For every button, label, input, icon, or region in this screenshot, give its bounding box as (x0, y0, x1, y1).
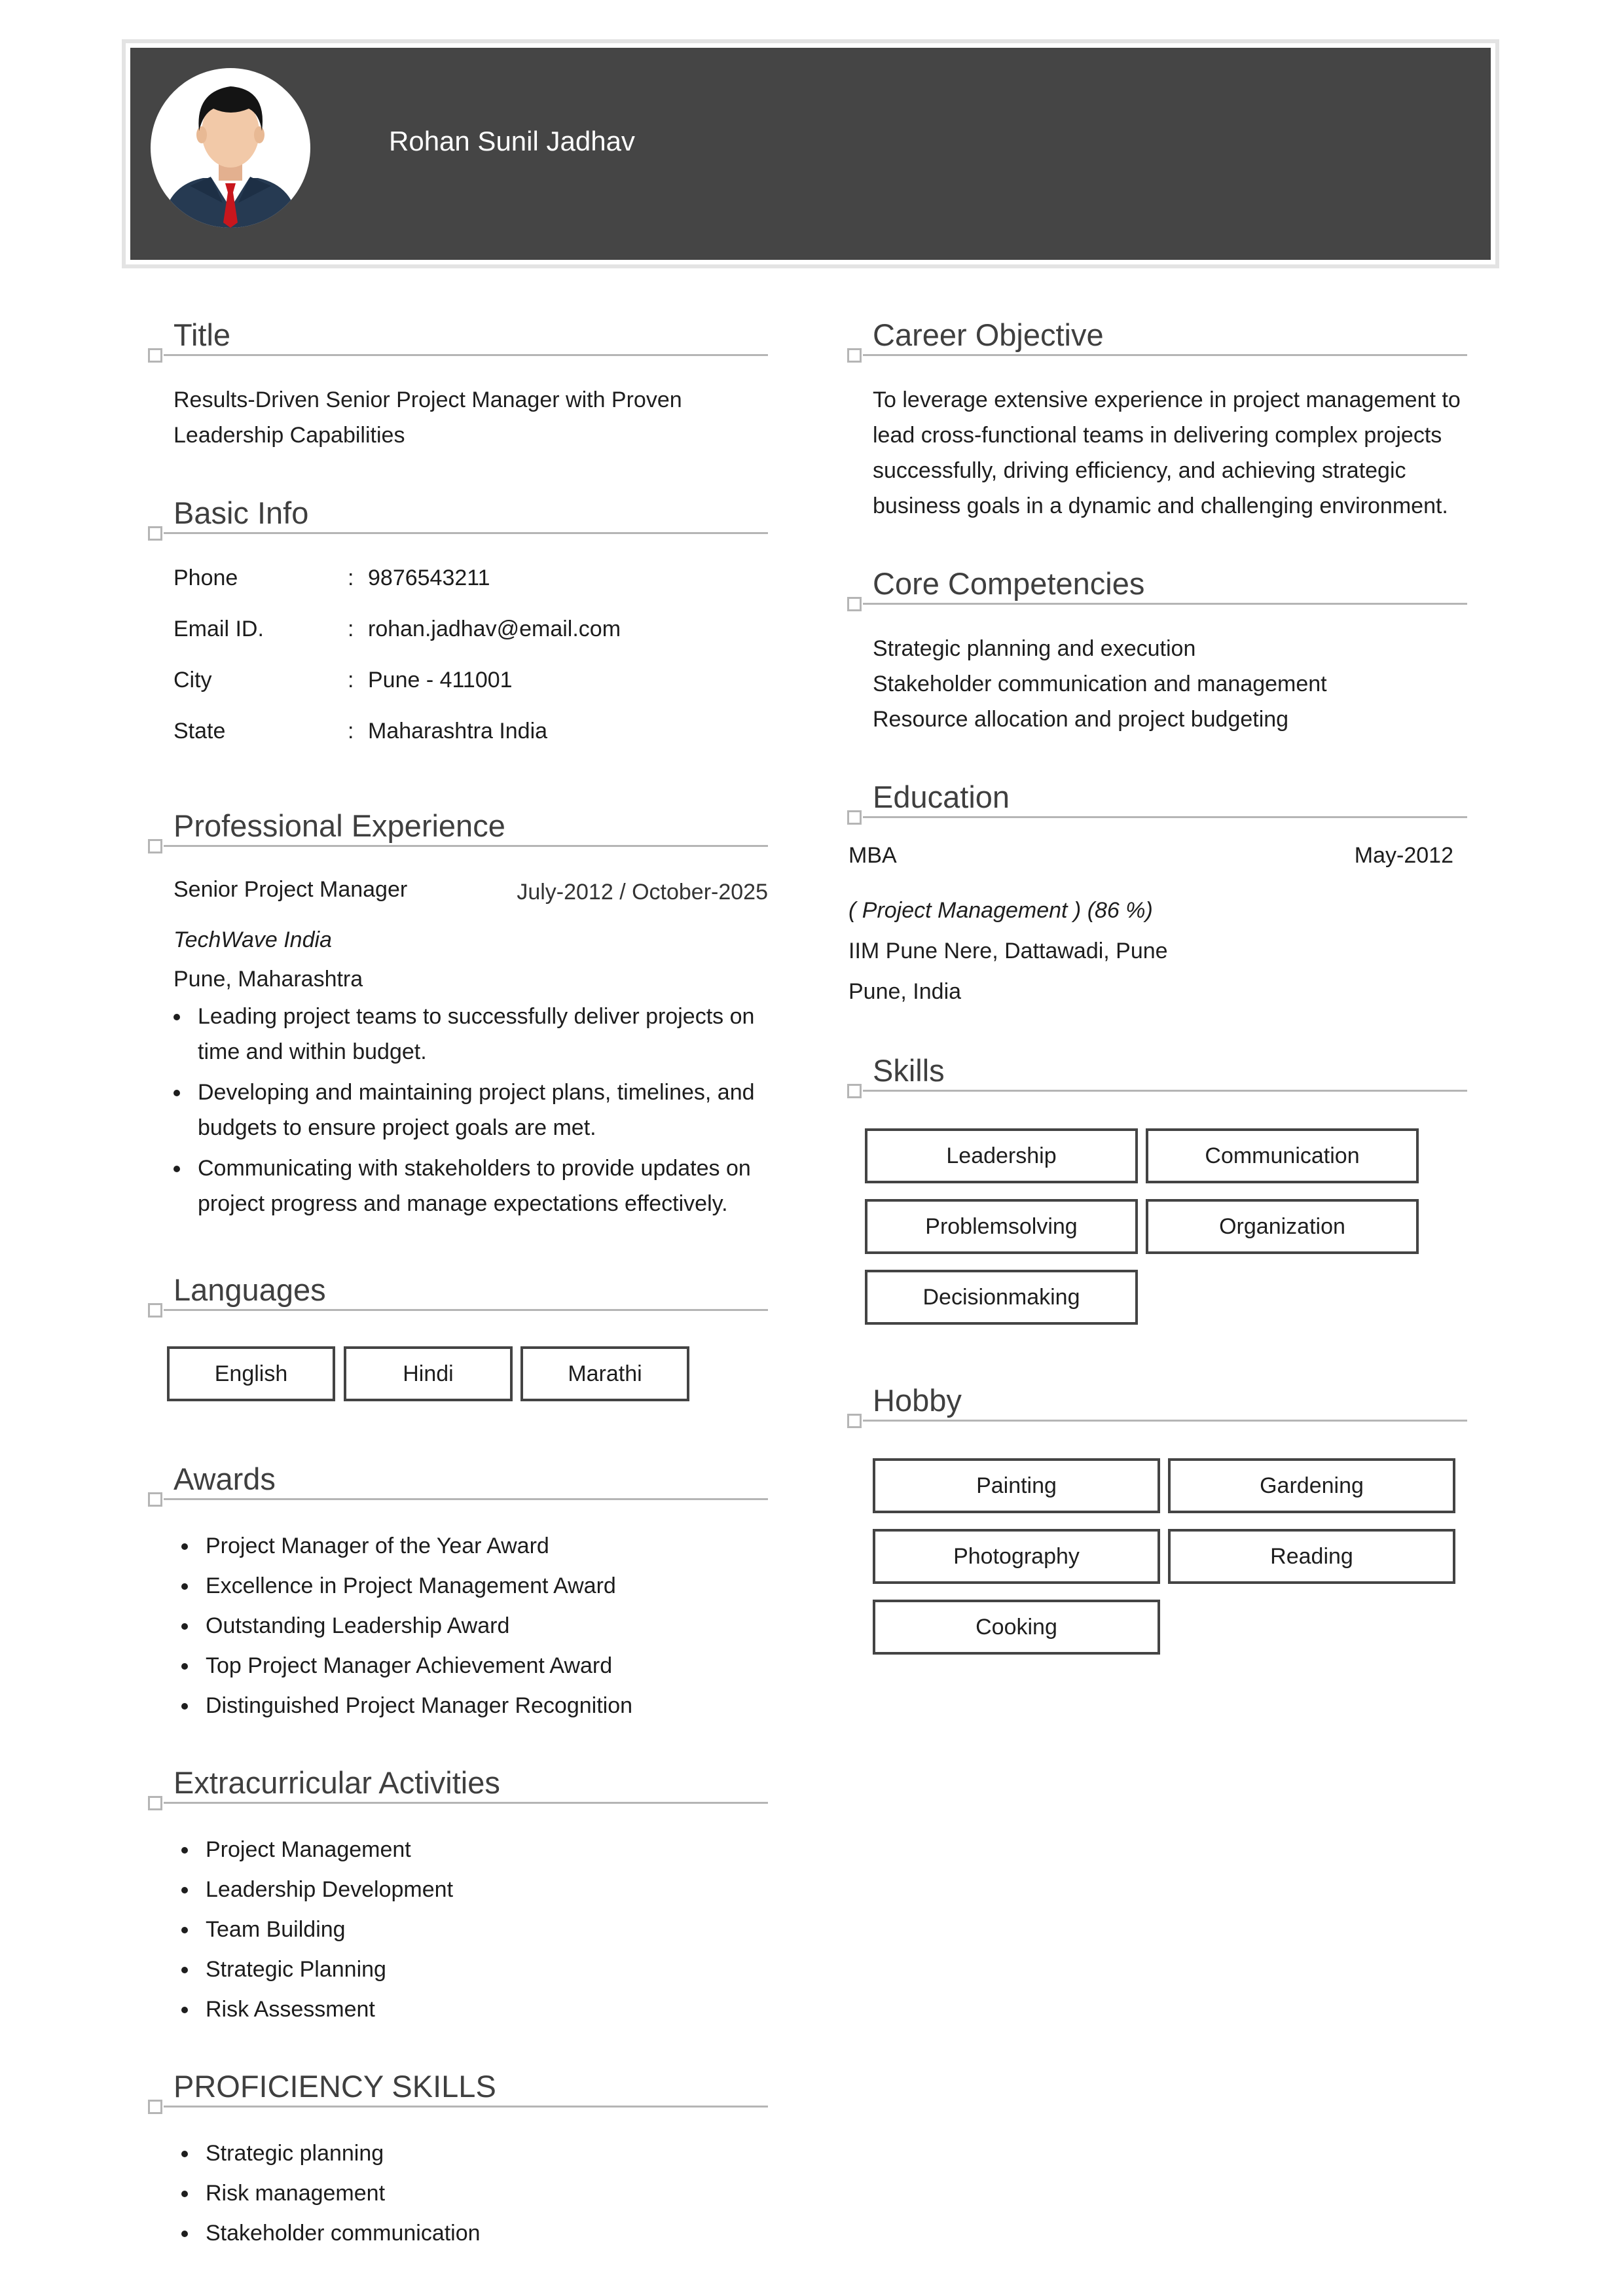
section-marker-icon (148, 839, 162, 853)
core-competencies-section (847, 565, 1467, 737)
section-title: Basic Info (173, 495, 309, 530)
title-line: Results-Driven Senior Project Manager with Proven (173, 387, 682, 412)
header-banner (130, 48, 1491, 260)
objective-line: successfully, driving efficiency, and achieving strategic (873, 458, 1406, 483)
section-header (148, 1461, 768, 1507)
info-value: Pune - 411001 (368, 668, 513, 692)
job-role: Senior Project Manager (173, 877, 408, 902)
experience-bullets (173, 999, 763, 1221)
proficiency-list (173, 2134, 768, 2253)
section-marker-icon (148, 526, 162, 541)
section-rule (164, 354, 768, 356)
info-label: State (173, 719, 226, 744)
section-header (148, 317, 768, 363)
extracurricular-list (173, 1830, 768, 2030)
hobby-tag: Cooking (873, 1600, 1160, 1655)
section-rule (164, 1498, 768, 1500)
section-title: Extracurricular Activities (173, 1765, 500, 1800)
skill-tag: Leadership (865, 1128, 1138, 1183)
list-item: Strategic Planning (173, 1950, 768, 1990)
info-row-phone (148, 560, 768, 611)
section-rule (164, 1309, 768, 1311)
info-separator: : (348, 617, 354, 641)
languages-section (148, 1272, 768, 1386)
list-item: Outstanding Leadership Award (173, 1606, 768, 1646)
degree-specialization: ( Project Management ) (86 %) (848, 898, 1153, 923)
section-title: Languages (173, 1272, 326, 1307)
section-header (847, 1052, 1467, 1098)
list-item: Excellence in Project Management Award (173, 1566, 768, 1606)
section-rule (164, 532, 768, 534)
section-rule (863, 1090, 1467, 1092)
awards-section (148, 1461, 768, 1726)
proficiency-section (148, 2068, 768, 2253)
experience-role-row (148, 872, 768, 912)
section-title: Hobby (873, 1383, 962, 1418)
education-degree-row (847, 838, 1467, 890)
info-value: rohan.jadhav@email.com (368, 617, 621, 641)
section-marker-icon (148, 348, 162, 363)
list-item: Risk management (173, 2174, 768, 2214)
title-text (173, 382, 768, 453)
candidate-name: Rohan Sunil Jadhav (389, 126, 635, 156)
language-tag: Hindi (344, 1346, 513, 1401)
list-item: Leading project teams to successfully deliver projects on time and within budget. (173, 999, 763, 1069)
list-item: Strategic planning (173, 2134, 768, 2174)
extracurricular-section (148, 1765, 768, 2030)
list-item: Team Building (173, 1910, 768, 1950)
list-item: Developing and maintaining project plans, timelines, and budgets to ensure project goals are met. (173, 1075, 763, 1145)
title-line: Leadership Capabilities (173, 423, 405, 448)
list-item: Project Management (173, 1830, 768, 1870)
skills-section (847, 1052, 1467, 1310)
avatar-illustration (151, 68, 310, 228)
section-header (148, 1765, 768, 1810)
section-title: PROFICIENCY SKILLS (173, 2069, 496, 2104)
list-item: Strategic planning and execution (873, 636, 1196, 661)
section-marker-icon (847, 348, 862, 363)
language-tag: Marathi (520, 1346, 689, 1401)
list-item: Communicating with stakeholders to provide updates on project progress and manage expectations effectively. (173, 1151, 763, 1221)
objective-line: business goals in a dynamic and challenging environment. (873, 493, 1448, 518)
section-marker-icon (847, 810, 862, 825)
skill-tag: Decisionmaking (865, 1270, 1138, 1325)
section-rule (863, 603, 1467, 605)
experience-section (148, 808, 768, 1227)
info-separator: : (348, 565, 354, 590)
section-header (847, 565, 1467, 611)
info-label: Email ID. (173, 617, 264, 641)
section-header (847, 317, 1467, 363)
hobby-tag: Photography (873, 1529, 1160, 1584)
section-rule (164, 2106, 768, 2108)
info-row-city (148, 662, 768, 713)
section-title: Professional Experience (173, 808, 505, 843)
section-marker-icon (847, 1414, 862, 1428)
career-objective-text (873, 382, 1467, 524)
list-item: Project Manager of the Year Award (173, 1526, 768, 1566)
section-header (847, 1382, 1467, 1428)
hobby-tag: Painting (873, 1458, 1160, 1513)
degree-date: May-2012 (1354, 843, 1453, 868)
title-section (148, 317, 768, 453)
info-label: City (173, 668, 212, 692)
info-value: Maharashtra India (368, 719, 548, 744)
list-item: Distinguished Project Manager Recognition (173, 1686, 768, 1726)
section-rule (164, 845, 768, 847)
skill-tag: Problemsolving (865, 1199, 1138, 1254)
job-dates: July-2012 / October-2025 (517, 880, 768, 905)
objective-line: To leverage extensive experience in project management to (873, 387, 1461, 412)
skill-tag: Organization (1146, 1199, 1419, 1254)
list-item: Stakeholder communication and management (873, 672, 1327, 696)
education-section (847, 779, 1467, 1012)
section-header (148, 495, 768, 541)
section-marker-icon (148, 1303, 162, 1318)
section-rule (863, 1420, 1467, 1422)
section-header (847, 779, 1467, 825)
section-title: Title (173, 317, 231, 352)
institute-name: IIM Pune Nere, Dattawadi, Pune (848, 939, 1168, 963)
section-rule (164, 1802, 768, 1804)
institute-location: Pune, India (848, 979, 962, 1004)
company-name: TechWave India (173, 927, 332, 952)
core-competencies-list (873, 631, 1467, 737)
info-row-state (148, 713, 768, 764)
career-objective-section (847, 317, 1467, 524)
section-title: Career Objective (873, 317, 1104, 352)
job-location: Pune, Maharashtra (173, 967, 363, 992)
section-title: Education (873, 780, 1010, 814)
language-tag: English (167, 1346, 335, 1401)
person-avatar-icon (151, 68, 310, 228)
awards-list (173, 1526, 768, 1726)
section-title: Core Competencies (873, 566, 1145, 601)
list-item: Stakeholder communication (173, 2214, 768, 2253)
section-header (148, 2068, 768, 2114)
resume-header (122, 39, 1499, 268)
info-separator: : (348, 719, 354, 744)
section-rule (863, 354, 1467, 356)
list-item: Resource allocation and project budgeting (873, 707, 1289, 732)
section-rule (863, 816, 1467, 818)
section-marker-icon (847, 1084, 862, 1098)
objective-line: lead cross-functional teams in delivering complex projects (873, 423, 1442, 448)
basic-info-table (148, 560, 768, 764)
section-marker-icon (847, 597, 862, 611)
hobby-tag: Reading (1168, 1529, 1455, 1584)
section-marker-icon (148, 1796, 162, 1810)
list-item: Leadership Development (173, 1870, 768, 1910)
list-item: Risk Assessment (173, 1990, 768, 2030)
info-row-email (148, 611, 768, 662)
info-value: 9876543211 (368, 565, 490, 590)
hobby-tag: Gardening (1168, 1458, 1455, 1513)
section-marker-icon (148, 2100, 162, 2114)
info-separator: : (348, 668, 354, 692)
section-title: Awards (173, 1462, 276, 1496)
basic-info-section (148, 495, 768, 764)
section-header (148, 1272, 768, 1318)
degree-name: MBA (848, 843, 897, 868)
section-title: Skills (873, 1053, 945, 1088)
info-label: Phone (173, 565, 238, 590)
section-marker-icon (148, 1492, 162, 1507)
list-item: Top Project Manager Achievement Award (173, 1646, 768, 1686)
section-header (148, 808, 768, 853)
skill-tag: Communication (1146, 1128, 1419, 1183)
hobby-section (847, 1382, 1467, 1640)
